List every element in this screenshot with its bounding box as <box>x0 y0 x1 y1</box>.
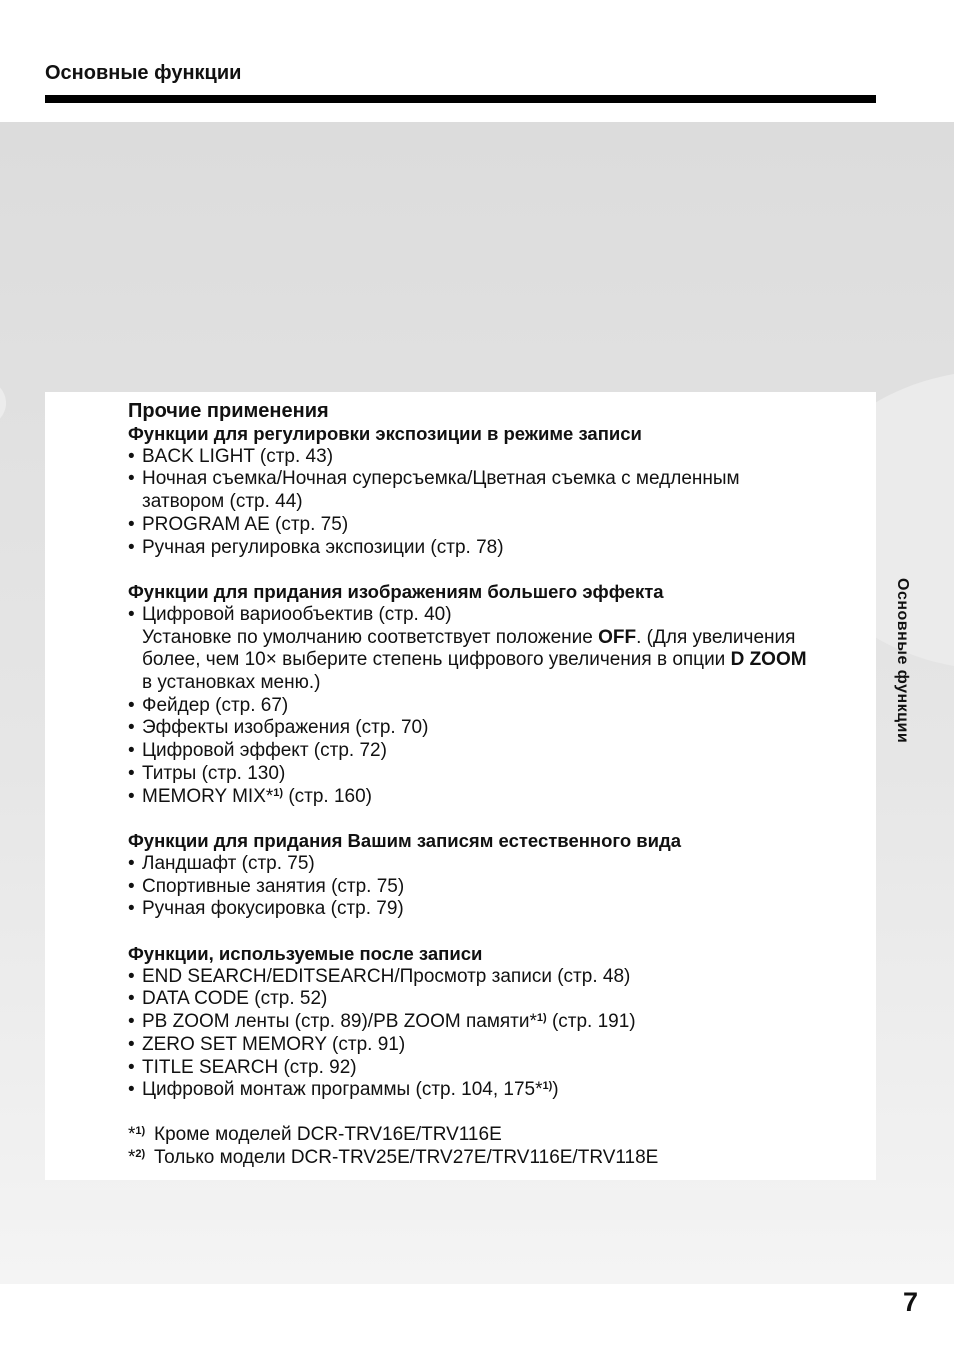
list-item <box>128 1057 888 1080</box>
list-item-text: ) <box>552 1079 559 1101</box>
list-item-text: Ручная регулировка экспозиции (стр. 78) <box>142 536 504 558</box>
list-item-text: Цифровой эффект (стр. 72) <box>142 740 387 762</box>
footnote-text: Только модели DCR-TRV25E/TRV27E/TRV116E/TRV118E <box>154 1146 659 1168</box>
bullet: • <box>128 1033 135 1055</box>
list-item <box>128 537 888 560</box>
bullet: • <box>128 740 135 762</box>
bullet: • <box>128 694 135 716</box>
times-sign: × <box>265 649 277 671</box>
footnote-mark: *$^{1)}$ <box>128 1123 146 1145</box>
bullet: • <box>128 852 135 874</box>
bullet: • <box>128 988 135 1010</box>
list-item <box>128 898 888 921</box>
footnote <box>128 1124 888 1147</box>
list-item-text: (стр. 191) <box>546 1011 636 1033</box>
footnote-ref: 1) <box>536 1012 547 1025</box>
list-item-text: (стр. 160) <box>283 785 373 807</box>
list-item <box>128 1034 888 1057</box>
list-item-text: Ландшафт (стр. 75) <box>142 852 315 874</box>
list-item-text: Цифровой вариообъектив (стр. 40) <box>142 603 452 625</box>
group-heading-after-recording: Функции, используемые после записи <box>128 943 483 965</box>
list-item-text: Спортивные занятия (стр. 75) <box>142 875 405 897</box>
bullet: • <box>128 875 135 897</box>
list-item <box>128 740 888 763</box>
content <box>128 399 888 1169</box>
list-item-continuation: затвором (стр. 44) <box>142 491 303 513</box>
section-title: Прочие применения <box>128 400 329 422</box>
list-item-continuation <box>128 649 888 672</box>
list-item <box>128 446 888 469</box>
list-item-text: Цифровой монтаж программы (стр. 104, 175* <box>142 1079 543 1101</box>
bullet: • <box>128 785 135 807</box>
list-item-text: ZERO SET MEMORY (стр. 91) <box>142 1033 406 1055</box>
header-rule <box>45 95 876 103</box>
bullet: • <box>128 717 135 739</box>
bullet: • <box>128 1011 135 1033</box>
bullet: • <box>128 965 135 987</box>
page-number: 7 <box>903 1287 919 1317</box>
list-item <box>128 966 888 989</box>
list-item <box>128 1011 888 1034</box>
footnote-mark: *$^{2)}$ <box>128 1146 146 1168</box>
side-tab-label: Основные функции <box>894 578 911 744</box>
background-swoosh-left <box>0 380 6 426</box>
footnote <box>128 1147 888 1170</box>
list-item <box>128 514 888 537</box>
list-item-text: END SEARCH/EDITSEARCH/Просмотр записи (стр. 48) <box>142 965 631 987</box>
list-item-continuation <box>128 627 888 650</box>
list-item <box>128 876 888 899</box>
list-item-text: Ночная съемка/Ночная суперсъемка/Цветная съемка с медленным <box>142 468 740 490</box>
list-item-text: Эффекты изображения (стр. 70) <box>142 717 429 739</box>
list-item-text: PB ZOOM ленты (стр. 89)/PB ZOOM памяти* <box>142 1011 537 1033</box>
list-item <box>128 695 888 718</box>
off-label: OFF <box>598 626 637 648</box>
note-text: . (Для увеличения <box>636 626 796 648</box>
list-item-text: DATA CODE (стр. 52) <box>142 988 328 1010</box>
list-item-text: PROGRAM AE (стр. 75) <box>142 513 349 535</box>
list-item <box>128 786 888 809</box>
footnote-ref: 1) <box>273 786 284 799</box>
bullet: • <box>128 762 135 784</box>
footnote-text: Кроме моделей DCR-TRV16E/TRV116E <box>154 1123 502 1145</box>
list-item <box>128 468 888 491</box>
group-heading-exposure: Функции для регулировки экспозиции в режиме записи <box>128 423 642 444</box>
list-item <box>128 604 888 627</box>
bullet: • <box>128 1056 135 1078</box>
bullet: • <box>128 536 135 558</box>
list-item-continuation: в установках меню.) <box>142 672 321 694</box>
bullet: • <box>128 468 135 490</box>
bullet: • <box>128 898 135 920</box>
list-item-text: MEMORY MIX* <box>142 785 274 807</box>
list-item-text: Титры (стр. 130) <box>142 762 286 784</box>
list-item <box>128 853 888 876</box>
list-item-text: Фейдер (стр. 67) <box>142 694 289 716</box>
bullet: • <box>128 513 135 535</box>
note-text: более, чем 10 <box>142 649 266 671</box>
footnote-ref: 1) <box>542 1080 553 1093</box>
list-item-text: BACK LIGHT (стр. 43) <box>142 445 334 467</box>
bullet: • <box>128 445 135 467</box>
d-zoom-label: D ZOOM <box>730 649 807 671</box>
list-item-text: TITLE SEARCH (стр. 92) <box>142 1056 357 1078</box>
group-heading-natural: Функции для придания Вашим записям естественного вида <box>128 830 682 852</box>
list-item <box>128 717 888 740</box>
note-text: выберите степень цифрового увеличения в опции <box>276 649 731 671</box>
bullet: • <box>128 1079 135 1101</box>
bullet: • <box>128 603 135 625</box>
note-text: Установке по умолчанию соответствует положение <box>142 626 599 648</box>
page-header-title: Основные функции <box>45 62 242 84</box>
list-item <box>128 763 888 786</box>
group-heading-effects: Функции для придания изображениям большего эффекта <box>128 581 664 603</box>
list-item <box>128 988 888 1011</box>
list-item <box>128 1079 888 1102</box>
list-item-text: Ручная фокусировка (стр. 79) <box>142 898 404 920</box>
